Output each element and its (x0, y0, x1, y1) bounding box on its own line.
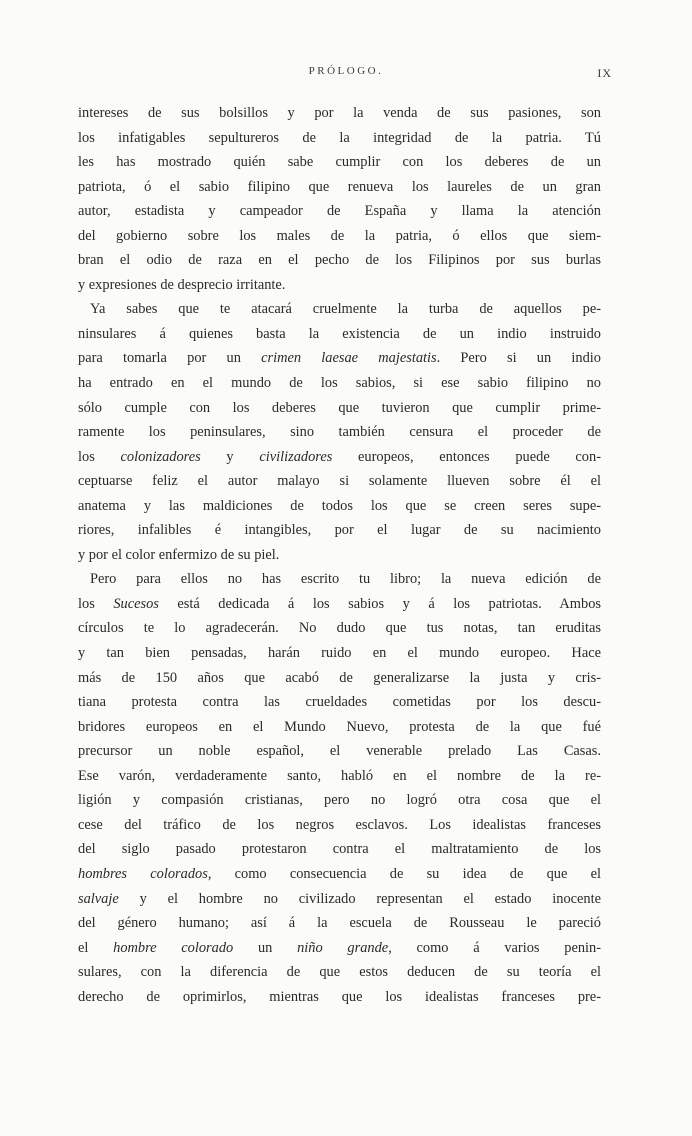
text-segment: y tan bien pensadas, harán ruido en el mundo europeo. Hace (78, 645, 601, 662)
text-segment: el (78, 939, 114, 956)
text-line (78, 150, 601, 175)
text-segment: del género humano; así á la escuela de Rousseau le pareció (78, 915, 601, 932)
text-segment: los (78, 448, 121, 465)
text-segment: ramente los peninsulares, sino también censura el proceder de (78, 424, 601, 441)
text-line (78, 518, 601, 543)
text-line (78, 273, 601, 298)
text-segment: y (200, 448, 260, 465)
text-line (78, 862, 601, 887)
text-line (78, 346, 601, 371)
text-line (78, 788, 601, 813)
page-number: IX (597, 66, 612, 80)
text-line (78, 887, 601, 912)
text-segment: . Pero si un indio (436, 350, 601, 367)
text-segment: sulares, con la diferencia de que estos deducen de su teoría el (78, 964, 601, 981)
text-segment: sólo cumple con los deberes que tuvieron que cumplir prime- (78, 399, 601, 416)
text-segment: los (78, 595, 114, 612)
italic-text: Sucesos (113, 595, 159, 612)
text-line (78, 322, 601, 347)
text-segment: los infatigables sepultureros de la integridad de la patria. Tú (78, 129, 601, 146)
text-line (78, 764, 601, 789)
text-segment: bran el odio de raza en el pecho de los Filipinos por sus burlas (78, 252, 601, 269)
text-line (78, 371, 601, 396)
italic-text: salvaje (78, 890, 119, 907)
text-line (78, 567, 601, 592)
text-line (78, 248, 601, 273)
italic-text: colonizadores (120, 448, 201, 465)
text-segment: ninsulares á quienes basta la existencia de un indio instruido (78, 325, 601, 342)
text-segment: tiana protesta contra las crueldades cometidas por los descu- (78, 694, 601, 711)
text-segment: para tomarla por un (78, 350, 262, 367)
text-segment: patriota, ó el sabio filipino que renueva los laureles de un gran (78, 178, 601, 195)
italic-text: hombres colorados (78, 865, 208, 882)
text-line (78, 616, 601, 641)
text-line (78, 297, 601, 322)
running-head-title: PRÓLOGO. (308, 65, 384, 77)
text-line (78, 739, 601, 764)
text-line (78, 985, 601, 1010)
text-segment: derecho de oprimirlos, mientras que los idealistas franceses pre- (78, 988, 601, 1005)
text-segment: círculos te lo agradecerán. No dudo que tus notas, tan eruditas (78, 620, 601, 637)
text-line (78, 199, 601, 224)
text-line (78, 224, 601, 249)
text-line (78, 936, 601, 961)
text-segment: intereses de sus bolsillos y por la venda de sus pasiones, son (78, 105, 601, 121)
text-segment: Pero para ellos no has escrito tu libro; la nueva edición de (90, 571, 601, 588)
text-segment: europeos, entonces puede con- (332, 448, 601, 465)
italic-text: hombre colorado (113, 939, 234, 956)
text-line (78, 543, 601, 568)
text-segment: Ya sabes que te atacará cruelmente la turba de aquellos pe- (90, 301, 601, 318)
text-segment: precursor un noble español, el venerable prelado Las Casas. (78, 743, 601, 760)
text-line (78, 666, 601, 691)
text-line (78, 396, 601, 421)
text-segment: riores, infalibles é intangibles, por el lugar de su nacimiento (78, 522, 601, 539)
text-segment: ceptuarse feliz el autor malayo si solamente llueven sobre él el (78, 473, 601, 490)
text-segment: ha entrado en el mundo de los sabios, si ese sabio filipino no (78, 375, 601, 392)
text-line (78, 420, 601, 445)
text-line (78, 494, 601, 519)
text-line (78, 175, 601, 200)
text-line (78, 469, 601, 494)
body-text (78, 101, 601, 1009)
text-line (78, 101, 601, 126)
italic-text: niño grande (297, 939, 389, 956)
text-line (78, 715, 601, 740)
text-line (78, 445, 601, 470)
text-line (78, 641, 601, 666)
italic-text: civilizadores (259, 448, 333, 465)
text-segment: autor, estadista y campeador de España y llama la atención (78, 203, 601, 220)
text-segment: del siglo pasado protestaron contra el maltratamiento de los (78, 841, 601, 858)
text-line (78, 592, 601, 617)
text-segment: ligión y compasión cristianas, pero no logró otra cosa que el (78, 792, 601, 809)
text-segment: les has mostrado quién sabe cumplir con los deberes de un (78, 154, 601, 171)
text-segment: , como á varios penin- (388, 939, 601, 956)
text-line (78, 837, 601, 862)
text-line (78, 813, 601, 838)
text-segment: está dedicada á los sabios y á los patriotas. Ambos (158, 595, 601, 612)
running-head (0, 63, 692, 83)
text-segment: cese del tráfico de los negros esclavos. Los idealistas franceses (78, 816, 601, 833)
text-segment: un (233, 939, 298, 956)
text-segment: y por el color enfermizo de su piel. (78, 546, 280, 563)
text-line (78, 690, 601, 715)
text-segment: del gobierno sobre los males de la patria, ó ellos que siem- (78, 227, 601, 244)
italic-text: crimen laesae majestatis (261, 350, 437, 367)
text-segment: bridores europeos en el Mundo Nuevo, protesta de la que fué (78, 718, 601, 735)
text-segment: y expresiones de desprecio irritante. (78, 276, 286, 293)
text-segment: y el hombre no civilizado representan el estado inocente (118, 890, 601, 907)
text-segment: Ese varón, verdaderamente santo, habló en el nombre de la re- (78, 767, 601, 784)
text-segment: , como consecuencia de su idea de que el (207, 865, 601, 882)
text-segment: anatema y las maldiciones de todos los que se creen seres supe- (78, 497, 601, 514)
text-segment: más de 150 años que acabó de generalizarse la justa y cris- (78, 669, 601, 686)
text-line (78, 960, 601, 985)
text-line (78, 126, 601, 151)
text-line (78, 911, 601, 936)
